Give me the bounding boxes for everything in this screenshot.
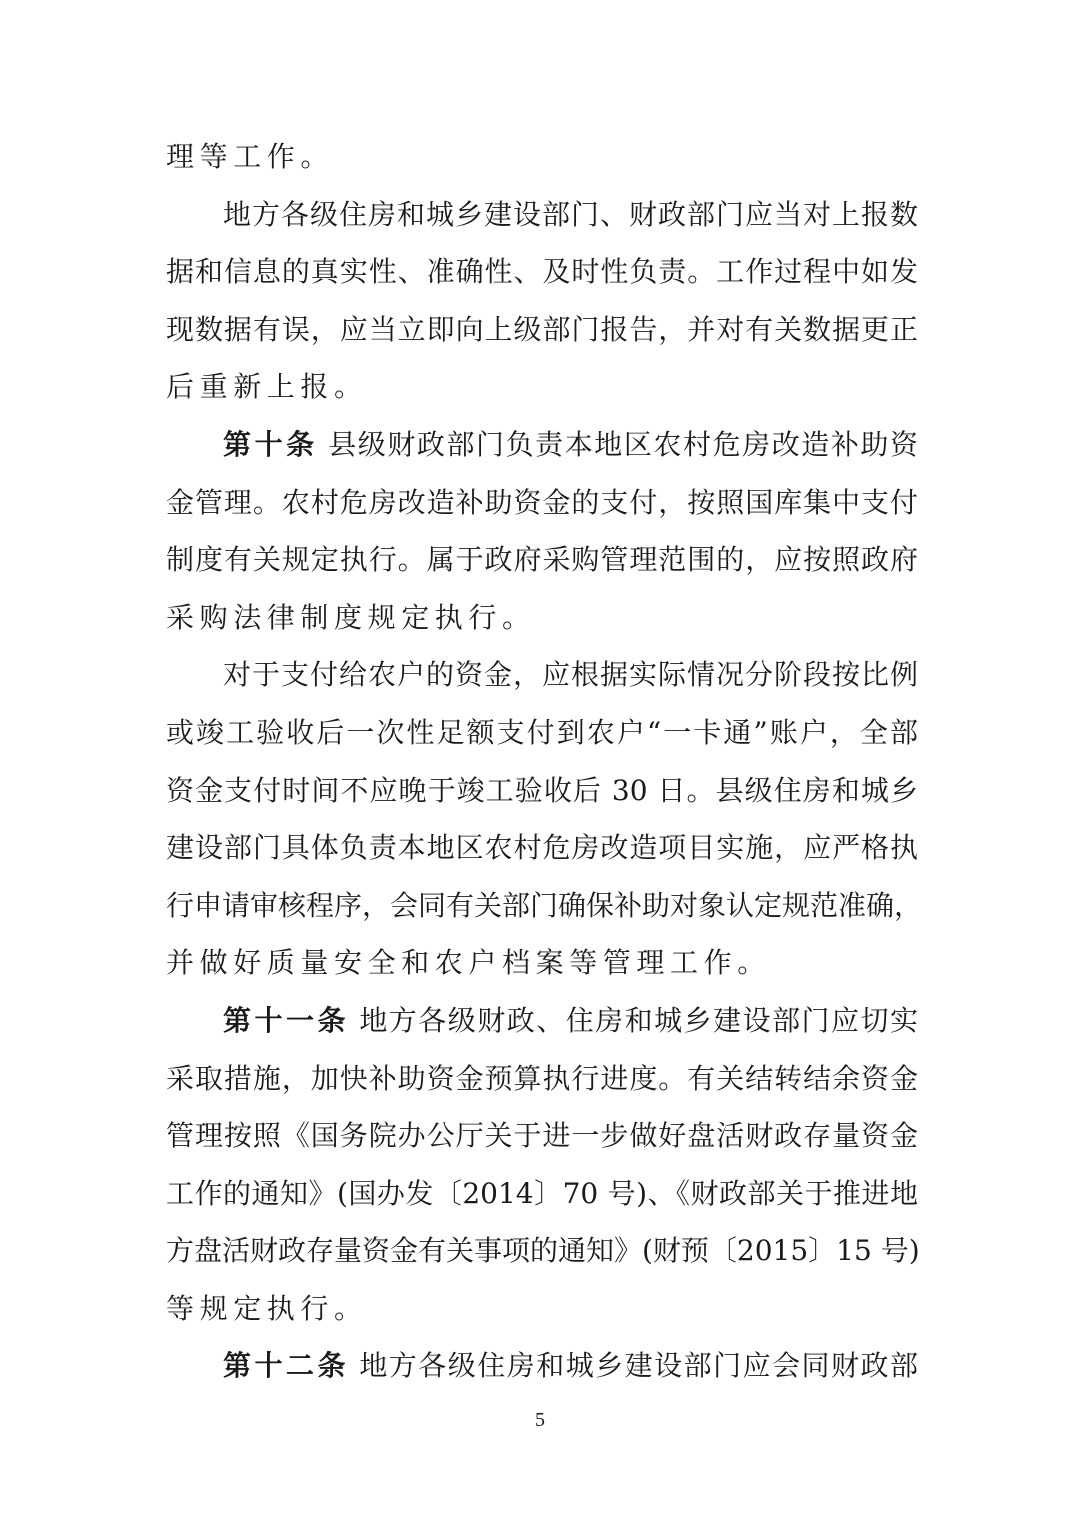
paragraph-line: 工作的通知》(国办发〔2014〕70 号)、《财政部关于推进地 [166,1176,918,1210]
paragraph-line: 或竣工验收后一次性足额支付到农户“一卡通”账户，全部 [166,715,918,749]
paragraph-line: 金管理。农村危房改造补助资金的支付，按照国库集中支付 [166,485,918,519]
article-12-label: 第十二条 [223,1349,349,1383]
article-10-label: 第十条 [223,427,318,461]
paragraph-line: 采购法律制度规定执行。 [166,600,536,634]
document-body [166,128,923,1395]
paragraph-line: 方盘活财政存量资金有关事项的通知》(财预〔2015〕15 号) [166,1234,920,1268]
paragraph-line: 资金支付时间不应晚于竣工验收后 30 日。县级住房和城乡 [166,773,918,807]
article-heading-line [166,416,918,474]
paragraph-line: 建设部门具体负责本地区农村危房改造项目实施，应严格执 [166,831,918,865]
paragraph-line: 理等工作。 [166,140,335,173]
paragraph-line: 现数据有误，应当立即向上级部门报告，并对有关数据更正 [166,312,918,346]
article-heading-line [166,1337,918,1395]
paragraph-text: 地方各级住房和城乡建设部门应会同财政部 [359,1349,918,1383]
paragraph-line: 据和信息的真实性、准确性、及时性负责。工作过程中如发 [166,255,918,289]
paragraph-line: 制度有关规定执行。属于政府采购管理范围的，应按照政府 [166,543,918,577]
paragraph-line: 后重新上报。 [166,370,368,404]
page-number: 5 [535,1409,545,1431]
paragraph-line: 行申请审核程序，会同有关部门确保补助对象认定规范准确， [166,888,923,922]
paragraph-line: 管理按照《国务院办公厅关于进一步做好盘活财政存量资金 [166,1119,918,1153]
paragraph-text: 地方各级财政、住房和城乡建设部门应切实 [359,1003,918,1037]
paragraph-line: 等规定执行。 [166,1291,368,1325]
article-11-label: 第十一条 [223,1003,349,1037]
paragraph-line: 并做好质量安全和农户档案等管理工作。 [166,946,771,980]
paragraph-text: 县级财政部门负责本地区农村危房改造补助资 [328,427,918,461]
paragraph-line: 对于支付给农户的资金，应根据实际情况分阶段按比例 [223,658,918,692]
paragraph-line: 采取措施，加快补助资金预算执行进度。有关结转结余资金 [166,1061,918,1095]
article-heading-line [166,992,918,1050]
paragraph-line: 地方各级住房和城乡建设部门、财政部门应当对上报数 [223,197,918,231]
